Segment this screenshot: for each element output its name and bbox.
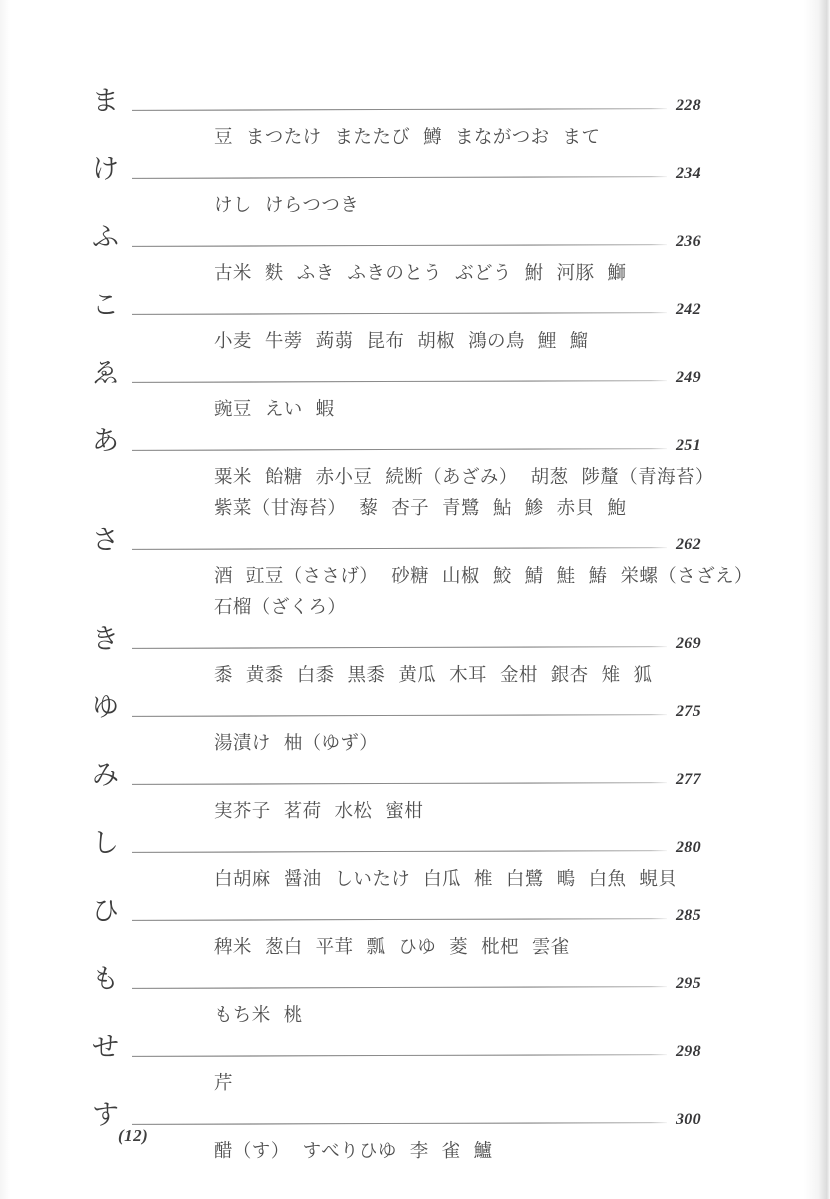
index-group-kana: ゆ [92, 692, 119, 722]
index-entry[interactable]: 茗荷 [283, 802, 322, 822]
leader-rule [132, 448, 667, 451]
index-entry[interactable]: 黒黍 [347, 666, 386, 686]
index-entry[interactable]: 蝦 [315, 400, 335, 420]
index-page-number[interactable]: 236 [676, 233, 701, 250]
index-entry[interactable]: 杏子 [391, 499, 430, 519]
index-group [92, 898, 732, 964]
index-entry[interactable]: まて [562, 128, 601, 148]
index-entry[interactable]: 蜆貝 [639, 870, 678, 890]
index-entry[interactable]: 胡葱 [530, 468, 569, 488]
index-group-kana: あ [92, 426, 119, 456]
index-group [92, 1102, 732, 1168]
index-entry-block [214, 661, 732, 692]
index-entry-line [214, 1069, 732, 1100]
index-group-heading [92, 830, 732, 864]
index-entry-block [214, 729, 732, 760]
index-entry[interactable]: 酒 [214, 567, 233, 587]
index-group-kana: け [92, 154, 119, 184]
index-entry[interactable]: 続断（あざみ） [385, 468, 518, 488]
index-group-kana: し [92, 828, 119, 858]
index-page-number[interactable]: 285 [676, 907, 701, 924]
index-group-kana: ふ [92, 222, 119, 252]
index-group-kana: み [92, 760, 119, 790]
index-entry[interactable]: 豆 [214, 128, 233, 148]
index-entry[interactable]: 稗米 [214, 938, 252, 958]
index-entry[interactable]: 白瓜 [423, 870, 461, 890]
index-group-heading [92, 527, 732, 561]
index-entry[interactable]: ぶどう [455, 264, 512, 284]
index-entry[interactable]: 鮭 [556, 567, 576, 587]
leader-rule [132, 312, 667, 315]
index-entry[interactable]: 赤貝 [556, 499, 595, 519]
index-entry[interactable]: 鴫 [556, 870, 576, 890]
index-page-number[interactable]: 242 [676, 301, 701, 318]
index-entry[interactable]: 雉 [601, 666, 621, 686]
index-entry[interactable]: 鮫 [492, 567, 512, 587]
leader-rule [132, 176, 667, 179]
index-entry[interactable]: 鰡 [569, 332, 589, 352]
index-page-number[interactable]: 228 [676, 97, 701, 114]
index-entry[interactable]: ふき [296, 264, 335, 284]
index-entry-block [214, 562, 753, 624]
index-entry[interactable]: 粟米 [214, 468, 252, 488]
index-group [92, 626, 732, 692]
index-entry-line [214, 1001, 732, 1032]
index-group [92, 830, 732, 896]
index-entry[interactable]: 蒟蒻 [315, 332, 354, 352]
index-group-kana: こ [92, 290, 119, 320]
index-entry[interactable]: 鮎 [492, 499, 512, 519]
index-entry-line [214, 1137, 732, 1168]
index-entry[interactable]: 小麦 [214, 332, 252, 352]
index-entry-line [214, 865, 732, 896]
index-entry[interactable]: すべりひゆ [302, 1142, 397, 1162]
index-entry[interactable]: 鴻の鳥 [468, 332, 525, 352]
index-entry[interactable]: 葱白 [264, 938, 303, 958]
index-entry-line [214, 395, 732, 426]
leader-rule [132, 244, 667, 247]
index-entry[interactable]: 赤小豆 [315, 468, 373, 488]
index-entry[interactable]: 鱸 [473, 1142, 493, 1162]
index-group [92, 156, 732, 222]
index-page-number[interactable]: 295 [676, 975, 701, 992]
index-group [92, 292, 732, 358]
index-group [92, 762, 732, 828]
index-entry-block [214, 1001, 732, 1032]
index-entry-block [214, 1137, 732, 1168]
index-entry[interactable]: 水松 [334, 802, 373, 822]
index-group [92, 224, 732, 290]
index-entry[interactable]: 栄螺（さざえ） [620, 567, 753, 587]
index-entry[interactable]: 黄黍 [245, 666, 284, 686]
index-entry[interactable]: 鮑 [607, 499, 627, 519]
index-entry-line [214, 593, 732, 624]
index-group-heading [92, 898, 732, 932]
index-entry-line [214, 327, 732, 358]
index-group-heading [92, 1034, 732, 1068]
index-entry[interactable]: 豌豆 [214, 400, 252, 420]
leader-rule [132, 547, 667, 550]
index-entry-line [214, 797, 732, 828]
index-entry[interactable]: 鯖 [524, 567, 544, 587]
index-group-heading [92, 966, 732, 1000]
leader-rule [132, 1054, 667, 1057]
index-entry[interactable]: ひゆ [398, 938, 437, 958]
index-entry[interactable]: 青鷺 [442, 499, 480, 519]
index-entry[interactable]: 黄瓜 [398, 666, 437, 686]
index-entry-block [214, 259, 732, 290]
index-entry[interactable]: 白鷺 [505, 870, 544, 890]
index-entry[interactable]: 昆布 [366, 332, 405, 352]
index-entry[interactable]: 平茸 [315, 938, 354, 958]
index-entry-line [214, 259, 732, 290]
index-entry-block [214, 395, 732, 426]
index-group-kana: さ [92, 525, 119, 555]
index-entry[interactable]: 李 [409, 1142, 429, 1162]
index-entry[interactable]: 砂糖 [391, 567, 430, 587]
index-group-heading [92, 1102, 732, 1136]
index-entry-line [214, 123, 732, 154]
index-entry[interactable]: まながつお [455, 128, 550, 148]
index-group [92, 428, 732, 525]
index-entry-line [214, 562, 753, 593]
index-entry-block [214, 865, 732, 896]
index-page-number[interactable]: 275 [676, 703, 701, 720]
index-group [92, 360, 732, 426]
index-page-number[interactable]: 262 [676, 536, 701, 553]
index-group [92, 1034, 732, 1100]
index-entry[interactable]: 古米 [214, 264, 252, 284]
index-entry-line [214, 933, 732, 964]
index-entry[interactable]: 陟釐（青海苔） [581, 468, 714, 488]
index-entry[interactable]: けらつつき [264, 196, 360, 216]
index-page-number[interactable]: 280 [676, 839, 701, 856]
index-entry-line [214, 191, 732, 222]
leader-rule [132, 108, 667, 111]
leader-rule [132, 646, 667, 649]
index-entry[interactable]: 芹 [214, 1074, 233, 1094]
index-group-kana: せ [92, 1032, 119, 1062]
index-entry[interactable]: 河豚 [556, 264, 595, 284]
index-group-kana: ひ [92, 896, 119, 926]
index-entry[interactable]: 椎 [473, 870, 493, 890]
index-entry[interactable]: もち米 [214, 1006, 271, 1026]
index-group-heading [92, 156, 732, 190]
index-group [92, 525, 753, 624]
index-entry-line [214, 729, 732, 760]
index-entry-line [214, 661, 732, 692]
index-entry[interactable]: 金柑 [499, 666, 538, 686]
index-entry[interactable]: 瓢 [366, 938, 386, 958]
index-entry[interactable]: 豇豆（ささげ） [245, 567, 379, 587]
index-entry-line [214, 494, 732, 525]
leader-rule [132, 850, 667, 853]
index-entry[interactable]: 枇杷 [481, 938, 519, 958]
index-entry[interactable]: 鮒 [524, 264, 544, 284]
index-entry[interactable]: 鯵 [524, 499, 544, 519]
index-entry[interactable]: 白魚 [588, 870, 627, 890]
index-group-kana: も [92, 964, 119, 994]
index-group-heading [92, 762, 732, 796]
index-entry[interactable]: まつたけ [245, 128, 322, 148]
index-entry[interactable]: ふきのとう [347, 264, 443, 284]
index-group-kana: ま [92, 86, 119, 116]
index-entry[interactable]: 白胡麻 [214, 870, 271, 890]
index-entry-block [214, 797, 732, 828]
index-entry[interactable]: 山椒 [442, 567, 480, 587]
index-group-heading [92, 694, 732, 728]
index-entry[interactable]: 飴糖 [264, 468, 303, 488]
index-group-kana: き [92, 624, 119, 654]
index-group [92, 88, 732, 154]
index-entry[interactable]: 蜜柑 [385, 802, 424, 822]
index-page-number[interactable]: 269 [676, 635, 701, 652]
index-entry-block [214, 123, 732, 154]
index-group-kana: ゑ [92, 358, 119, 388]
index-group-heading [92, 626, 732, 660]
index-entry-block [214, 1069, 732, 1100]
index-entry[interactable]: 銀杏 [550, 666, 589, 686]
index-entry[interactable]: しいたけ [334, 870, 411, 890]
index-entry[interactable]: えい [264, 400, 303, 420]
index-entry[interactable]: 湯漬け [214, 734, 271, 754]
index-page-number[interactable]: 300 [676, 1111, 701, 1128]
index-entry[interactable]: 藜 [359, 499, 379, 519]
index-entry[interactable]: 鯉 [537, 332, 557, 352]
index-group-heading [92, 428, 732, 462]
index-entry[interactable]: 醋（す） [214, 1142, 290, 1162]
index-entry[interactable]: 胡椒 [417, 332, 456, 352]
index-entry[interactable]: 紫菜（甘海苔） [214, 499, 347, 519]
index-entry[interactable]: 木耳 [449, 666, 487, 686]
index-group-kana: す [92, 1100, 119, 1130]
index-page-number[interactable]: 251 [676, 437, 701, 454]
index-entry[interactable]: けし [214, 196, 252, 216]
index-entry-block [214, 191, 732, 222]
page-folio: (12) [118, 1126, 149, 1145]
index-entry[interactable]: 醤油 [283, 870, 322, 890]
index-entry[interactable]: 菱 [449, 938, 469, 958]
index-page-number[interactable]: 234 [676, 165, 701, 182]
index-entry[interactable]: 麩 [264, 264, 284, 284]
index-page-number[interactable]: 298 [676, 1043, 701, 1060]
leader-rule [132, 986, 667, 989]
index-group-list [92, 86, 753, 1170]
index-entry[interactable]: 鰆 [588, 567, 608, 587]
index-entry[interactable]: またたび [334, 128, 411, 148]
index-entry-block [214, 327, 732, 358]
index-page-number[interactable]: 277 [676, 771, 701, 788]
leader-rule [132, 714, 667, 717]
leader-rule [132, 380, 667, 383]
index-entry-block [214, 463, 732, 525]
index-entry[interactable]: 白黍 [296, 666, 335, 686]
leader-rule [132, 782, 667, 785]
index-group-heading [92, 224, 732, 258]
index-entry[interactable]: 雲雀 [531, 938, 570, 958]
leader-rule [132, 918, 667, 921]
index-group-heading [92, 360, 732, 394]
index-entry[interactable]: 鱒 [423, 128, 443, 148]
index-entry-block [214, 933, 732, 964]
index-entry[interactable]: 黍 [214, 666, 233, 686]
index-entry[interactable]: 鰤 [607, 264, 627, 284]
index-entry[interactable]: 雀 [441, 1142, 461, 1162]
index-entry[interactable]: 牛蒡 [264, 332, 303, 352]
index-entry[interactable]: 実芥子 [214, 802, 271, 822]
index-page-number[interactable]: 249 [676, 369, 701, 386]
index-entry[interactable]: 狐 [633, 666, 653, 686]
index-group-heading [92, 88, 732, 122]
index-entry[interactable]: 桃 [283, 1006, 303, 1026]
index-entry[interactable]: 石榴（ざくろ） [214, 598, 347, 618]
index-group-heading [92, 292, 732, 326]
leader-rule [132, 1122, 667, 1125]
index-group [92, 966, 732, 1032]
index-entry-line [214, 463, 732, 494]
index-entry[interactable]: 柚（ゆず） [283, 734, 379, 754]
index-group [92, 694, 732, 760]
